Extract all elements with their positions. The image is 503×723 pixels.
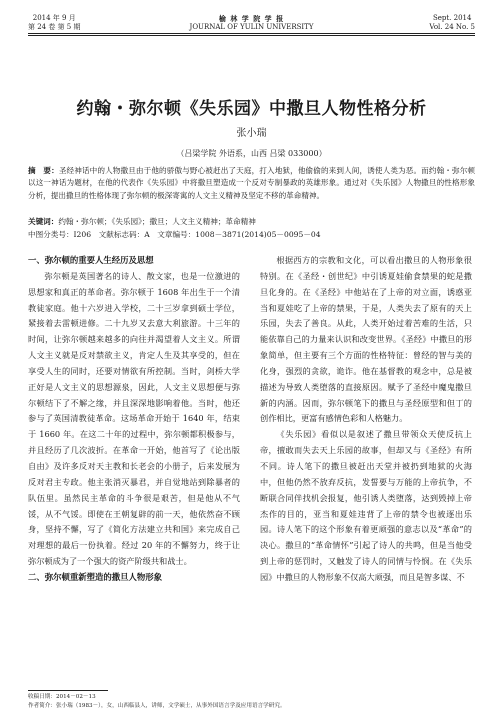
header-journal-name: 榆 林 学 院 学 报 JOURNAL OF YULIN UNIVERSITY (189, 14, 314, 31)
article-author: 张小瑞 (236, 128, 267, 139)
paragraph: 根据西方的宗教和文化，可以看出撒旦的人物形象很特别。在《圣经・创世纪》中引诱夏娃偷食禁果的蛇是撒旦化身的。在《圣经》中他站在了上帝的对立面，诱惑亚当和夏娃吃了上帝的禁果，于是，人类失去了原有的天上乐园，失去了善良。从此，人类开始过着苦难的生活，只能依靠自己的力量来认识和改变世界。《圣经》中撒旦的形象简单，但主要有三个方面的性格特征：曾经的智与美的化身，强烈的贪欲，诡诈。他在基督教的观念中，总是被描述为导致人类堕落的直接原因。赋予了圣经中魔鬼撒旦新的内涵。因而，弥尔顿笔下的撒旦与圣经原型和但丁的创作相比，更富有感情色彩和人格魅力。 (260, 255, 472, 424)
footnote-received: 收稿日期：2014－02－13 (28, 694, 96, 700)
running-header (0, 8, 503, 56)
paragraph: 弥尔顿是英国著名的诗人、散文家，也是一位激进的思想家和真正的革命者。弥尔顿于 1608 年出生于一个清教徒家庭。他十六岁进入学校，二十三岁拿到硕士学位，紧接着去雷顿进修。二十九岁又去意大利旅游。十三年的时间，让弥尔顿越来越多的向往并渴望着人文主义。所谓人文主义就是反对禁欲主义，肯定人生及其享受的，但在享受人生的同时，还要对情欲有所控制。当时，剑桥大学正好是人文主义的思想源泉，因此，人文主义思想便与弥尔顿结下了不解之缘，并且深深地影响着他。当时，他还参与了英国清教徒革命。这场革命开始于 1640 年，结束于 1660 年。在这二十年的过程中，弥尔顿都积极参与，并且经历了几次波折。在革命一开始，他首写了《论出版自由》及许多反对天主教和长老会的小册子，后来发展为反对君主专政。他主张消灭暴君，并自觉地站到除暴者的队伍里。虽然民主革命的斗争很是艰苦，但是他从不气馁，从不气馁。即使在王朝复辟的前一天，他依然奋不顾身，坚持不懈，写了《简化方法建立共和国》来完成自己对理想的最后一份执着。经过 20 年的不懈努力，终于让弥尔顿成为了一个强大的资产阶级共和战士。 (28, 270, 240, 567)
article-affiliation: （吕梁学院 外语系，山西 吕梁 033000） (176, 149, 327, 158)
keywords-label: 关键词： (28, 217, 59, 226)
abstract (28, 165, 475, 202)
keywords-text: 约翰・弥尔顿；《失乐园》；撒旦；人文主义精神；革命精神 (58, 217, 256, 226)
abstract-text: 圣经神话中的人物撒旦由于他的骄傲与野心被赶出了天庭，打入地狱，他偷偷的来到人间，诱使人类为恶。而约翰・弥尔顿以这一神话为题材，在他的代表作《失乐园》中将撒旦塑造成一个反对专制暴政的英雄形象。通过对《失乐园》人物撒旦的性格形象分析，提出撒旦的性格体现了弥尔顿的极深寄寓的人文主义精神及坚定不移的革命精神。 (28, 166, 476, 200)
section-heading-2: 二、弥尔顿重新塑造的撒旦人物形象 (28, 571, 162, 582)
article-title: 约翰・弥尔顿《失乐园》中撒旦人物性格分析 (76, 99, 427, 119)
abstract-label: 摘 要： (28, 166, 59, 175)
header-issue-date: 2014 年 9 月 第 24 卷 第 5 期 (28, 14, 81, 31)
header-volume: Sept. 2014 Vol. 24 No. 5 (429, 14, 475, 31)
body-column-left (28, 253, 240, 586)
header-rule-top (28, 33, 475, 34)
paragraph: 《失乐园》看似以是叙述了撒旦带领众天使反抗上帝，擅敢而失去天上乐园的故事，但却又与《圣经》有所不同。诗人笔下的撒旦被赶出天堂并被扔到地狱的火海中，但他仍然不放弃反抗，发誓要与万能的上帝抗争，不断联合同伴找机会报复，他引诱人类堕落，达到毁掉上帝杰作的目的，亚当和夏娃违背了上帝的禁令也被逐出乐园。诗人笔下的这个形象有着更顽强的意志以及“革命”的决心。撒旦的“革命情怀”引起了诗人的共鸣，但是当他受到上帝的惩罚时，又触发了诗人的同情与怜悯。在《失乐园》中撒旦的人物形象不仅高大顽强，而且是智多谋、不 (260, 429, 472, 582)
footnote-author-bio: 作者简介：张小瑞（1983－），女，山西临县人，讲师，文学硕士，从事外国语言学及应用语言学研究。 (28, 703, 286, 709)
classification-line: 中图分类号：I206 文献标志码：A 文章编号：1008－3871(2014)05－0095－04 (28, 230, 321, 239)
body-column-right (260, 253, 472, 586)
header-rule-bottom (28, 35, 475, 36)
footnote-rule (28, 690, 108, 691)
keywords (28, 216, 475, 228)
section-heading-1: 一、弥尔顿的重要人生经历及思想 (28, 255, 154, 265)
